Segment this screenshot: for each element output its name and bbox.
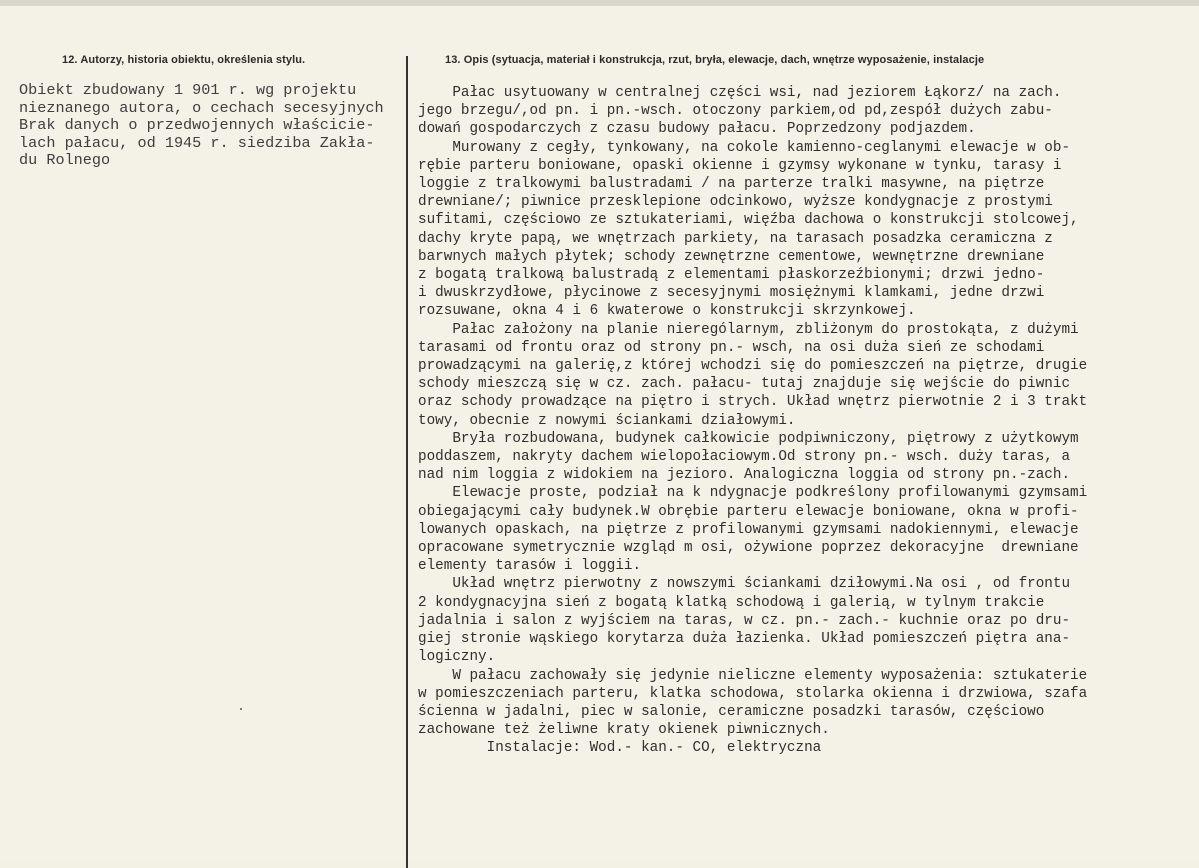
right-line: loggie z tralkowymi balustradami / na parterze tralki masywne, na piętrze	[418, 176, 1045, 193]
left-line: nieznanego autora, o cechach secesyjnych	[19, 98, 384, 117]
right-line: i dwuskrzydłowe, płycinowe z secesyjnymi mosiężnymi klamkami, jedne drzwi	[418, 285, 1045, 302]
right-line: Elewacje proste, podział na k ndygnacje podkreślony profilowanymi gzymsami	[418, 485, 1088, 502]
right-line: giej stronie wąskiego korytarza duża łazienka. Układ pomieszczeń piętra ana-	[418, 631, 1071, 648]
right-line: Bryła rozbudowana, budynek całkowicie podpiwniczony, piętrowy z użytkowym	[418, 430, 1079, 447]
right-line: logiczny.	[418, 649, 496, 666]
right-line: tarasami od frontu oraz od strony pn.- wsch, na osi duża sień ze schodami	[418, 339, 1045, 356]
right-line: nad nim loggia z widokiem na jezioro. Analogiczna loggia od strony pn.-zach.	[418, 467, 1071, 484]
column-divider	[406, 56, 408, 868]
right-line: opracowane symetrycznie wzgląd m osi, ożywione poprzez dekoracyjne drewniane	[418, 540, 1079, 557]
left-line: du Rolnego	[19, 151, 111, 169]
right-line: poddaszem, nakryty dachem wielopołaciowym.Od strony pn.- wsch. duży taras, a	[418, 449, 1071, 466]
right-line: towy, obecnie z nowymi ściankami działowymi.	[418, 412, 796, 429]
left-line: Obiekt zbudowany 1 901 r. wg projektu	[19, 81, 357, 99]
right-line: oraz schody prowadzące na piętro i strych. Układ wnętrz pierwotnie 2 i 3 trakt	[418, 394, 1088, 411]
right-line: sufitami, częściowo ze sztukateriami, więźba dachowa o konstrukcji stolcowej,	[418, 212, 1079, 229]
right-line: dachy kryte papą, we wnętrzach parkiety, na tarasach posadzka ceramiczna z	[418, 230, 1053, 247]
right-line: ścienna w jadalni, piec w salonie, ceramiczne posadzki tarasów, częściowo	[418, 703, 1045, 720]
right-line: Układ wnętrz pierwotny z nowszymi ściankami dziłowymi.Na osi , od frontu	[418, 576, 1071, 593]
right-line: dowań gospodarczych z czasu budowy pałacu. Poprzedzony podjazdem.	[418, 121, 976, 138]
right-line: drewniane/; piwnice przesklepione odcinkowo, wyższe kondygnacje z prostymi	[418, 194, 1053, 211]
right-line: jego brzegu/,od pn. i pn.-wsch. otoczony parkiem,od pd,zespół dużych zabu-	[418, 103, 1053, 120]
right-line: rębie parteru boniowane, opaski okienne i gzymsy wykonane w tynku, tarasy i	[418, 157, 1062, 174]
right-line: 2 kondygnacyjna sień z bogatą klatką schodową i galerią, w tylnym trakcie	[418, 594, 1045, 611]
right-line: z bogatą tralkową balustradą z elementami płaskorzeźbionymi; drzwi jedno-	[418, 267, 1045, 284]
right-line: obiegającymi cały budynek.W obrębie parteru elewacje boniowane, okna w profi-	[418, 503, 1079, 520]
right-line: schody mieszczą się w cz. zach. pałacu- tutaj znajduje się wejście do piwnic	[418, 376, 1071, 393]
right-line: barwnych małych płytek; schody zewnętrzne cementowe, wewnętrzne drewniane	[418, 248, 1045, 265]
right-line: zachowane też żeliwne kraty okienek piwnicznych.	[418, 722, 830, 739]
right-line: rozsuwane, okna 4 i 6 kwaterowe o konstrukcji skrzynkowej.	[418, 303, 916, 320]
section-13-text	[418, 84, 1199, 758]
right-line: prowadzącymi na galerię,z której wchodzi się do pomieszczeń na piętrze, drugie	[418, 358, 1088, 375]
right-line: W pałacu zachowały się jedynie nieliczne elementy wyposażenia: sztukaterie	[418, 667, 1088, 684]
right-line: lowanych opaskach, na piętrze z profilowanymi gzymsami nadokiennymi, elewacje	[418, 521, 1079, 538]
right-line: Pałac usytuowany w centralnej części wsi, nad jeziorem Łąkorz/ na zach.	[418, 85, 1062, 101]
section-13-header: 13. Opis (sytuacja, materiał i konstrukcja, rzut, bryła, elewacje, dach, wnętrze wyposażenie, instalacje	[445, 54, 985, 66]
ink-dot	[240, 708, 242, 710]
section-12-header: 12. Autorzy, historia obiektu, określenia stylu.	[62, 54, 306, 66]
right-line: w pomieszczeniach parteru, klatka schodowa, stolarka okienna i drzwiowa, szafa	[418, 685, 1088, 702]
right-line: Instalacje: Wod.- kan.- CO, elektryczna	[418, 740, 822, 757]
right-line: Murowany z cegły, tynkowany, na cokole kamienno-ceglanymi elewacje w ob-	[418, 139, 1071, 156]
section-12-text	[19, 82, 414, 170]
right-line: elementy tarasów i loggii.	[418, 558, 642, 575]
left-line: Brak danych o przedwojennych właścicie-	[19, 116, 375, 134]
right-line: jadalnia i salon z wyjściem na taras, w cz. pn.- zach.- kuchnie oraz po dru-	[418, 612, 1071, 629]
right-line: Pałac założony na planie nierególarnym, zbliżonym do prostokąta, z dużymi	[418, 321, 1079, 338]
left-line: lach pałacu, od 1945 r. siedziba Zakła-	[19, 133, 375, 152]
